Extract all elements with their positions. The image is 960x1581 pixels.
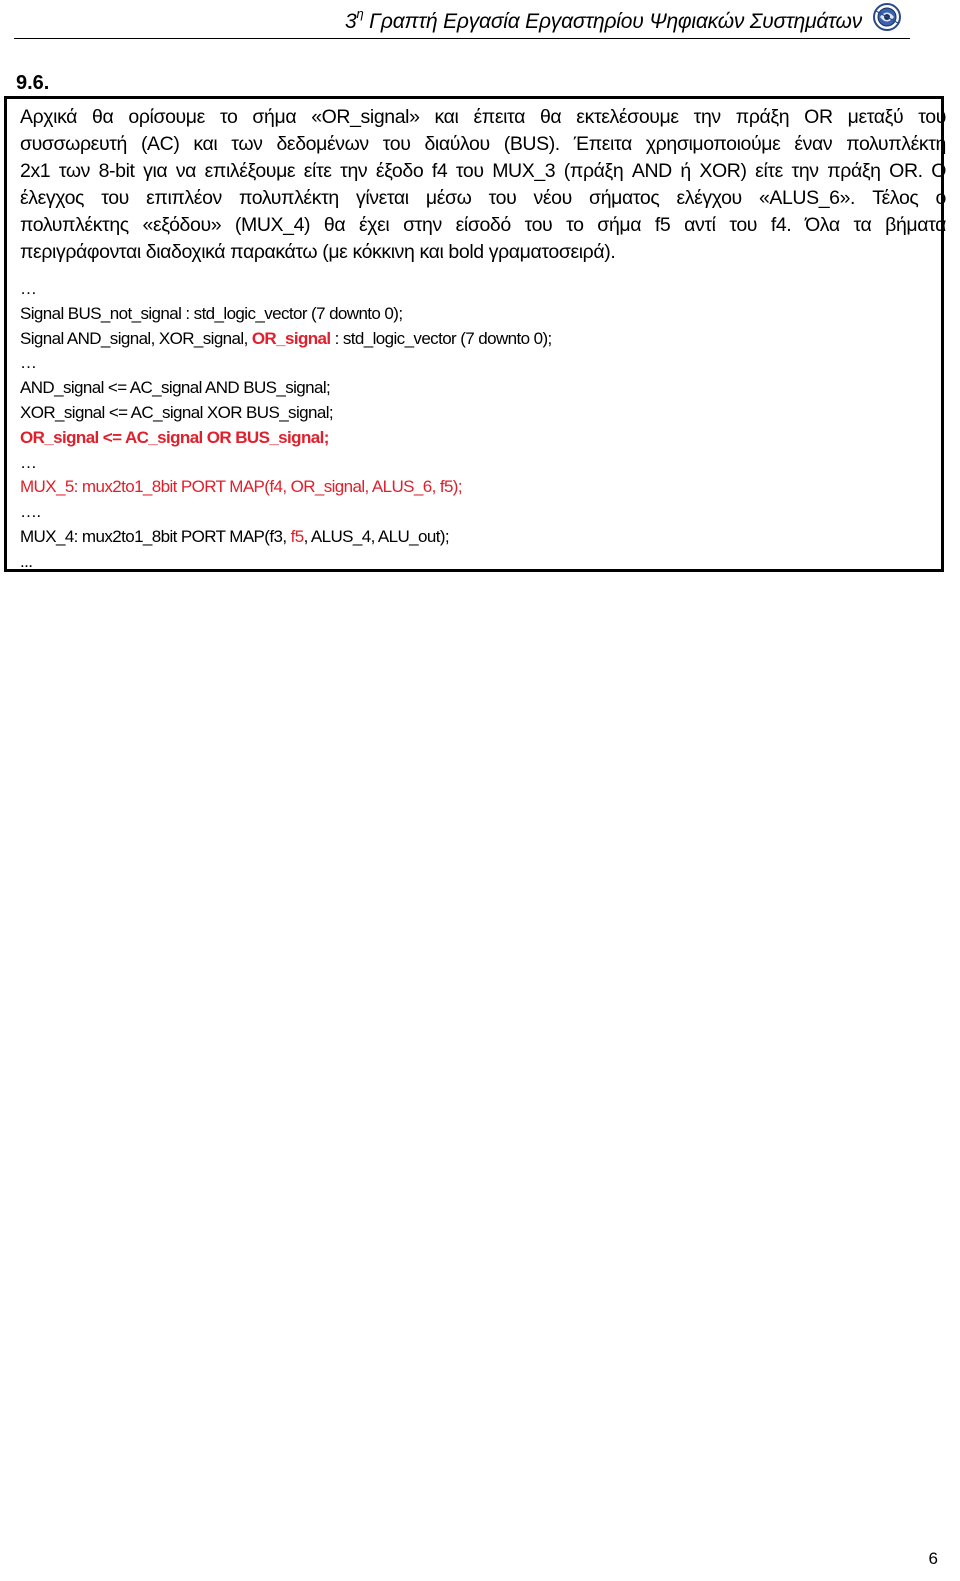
code-ellipsis: … <box>20 279 37 298</box>
code-line-or: OR_signal <= AC_signal OR BUS_signal; <box>20 427 329 447</box>
section-number: 9.6. <box>16 72 50 94</box>
code-block <box>20 277 940 575</box>
code-line-mux4-suffix: , ALUS_4, ALU_out); <box>303 526 450 546</box>
code-line-mux5: MUX_5: mux2to1_8bit PORT MAP(f4, OR_signal, ALUS_6, f5); <box>20 477 462 497</box>
intro-line: πολυπλέκτης «εξόδου» (MUX_4) θα έχει στην είσοδό του το σήμα f5 αντί του f4. Όλα τα βήματα <box>20 214 946 236</box>
code-highlight-f5: f5 <box>290 526 304 546</box>
intro-line: Αρχικά θα ορίσουμε το σήμα «OR_signal» και έπειτα θα εκτελέσουμε την πράξη OR μεταξύ του <box>20 106 946 128</box>
page-header <box>14 0 910 39</box>
code-line-signal-and-prefix: Signal AND_signal, XOR_signal, <box>20 328 252 348</box>
intro-line: έλεγχος του επιπλέον πολυπλέκτη γίνεται μέσω του νέου σήματος ελέγχου «ALUS_6». Τέλος ο <box>20 187 946 209</box>
code-line-signal-and <box>20 327 940 352</box>
header-title <box>345 8 862 34</box>
intro-line: συσσωρευτή (AC) και των δεδομένων του διαύλου (BUS). Έπειτα χρησιμοποιούμε έναν πολυπλέκτη <box>20 133 946 155</box>
code-ellipsis: … <box>20 353 37 373</box>
header-title-prefix: 3 <box>344 10 357 33</box>
code-line-mux4-prefix: MUX_4: mux2to1_8bit PORT MAP(f3, <box>20 526 291 546</box>
intro-paragraph <box>20 104 946 266</box>
page-number: 6 <box>928 1549 938 1568</box>
code-ellipsis: ... <box>20 551 33 571</box>
intro-line: περιγράφονται διαδοχικά παρακάτω (με κόκκινη και bold γραματοσειρά). <box>20 241 616 263</box>
header-title-rest: Γραπτή Εργασία Εργαστηρίου Ψηφιακών Συστημάτων <box>363 10 862 33</box>
code-highlight-or-signal: OR_signal <box>251 328 331 348</box>
code-line-and: AND_signal <= AC_signal AND BUS_signal; <box>20 378 331 398</box>
code-line-signal-and-suffix: : std_logic_vector (7 downto 0); <box>330 328 552 348</box>
university-logo-icon <box>872 2 902 32</box>
code-line-signal-bus: Signal BUS_not_signal : std_logic_vector (7 downto 0); <box>20 303 403 323</box>
code-ellipsis: …. <box>20 502 41 522</box>
code-ellipsis: … <box>20 452 37 472</box>
content-box <box>4 96 944 572</box>
header-title-sup: η <box>356 6 364 21</box>
code-line-mux4 <box>20 525 940 550</box>
intro-line: 2x1 των 8-bit για να επιλέξουμε είτε την έξοδο f4 του MUX_3 (πράξη AND ή XOR) είτε την πράξη OR. Ο <box>20 160 946 182</box>
code-line-xor: XOR_signal <= AC_signal XOR BUS_signal; <box>20 402 333 422</box>
